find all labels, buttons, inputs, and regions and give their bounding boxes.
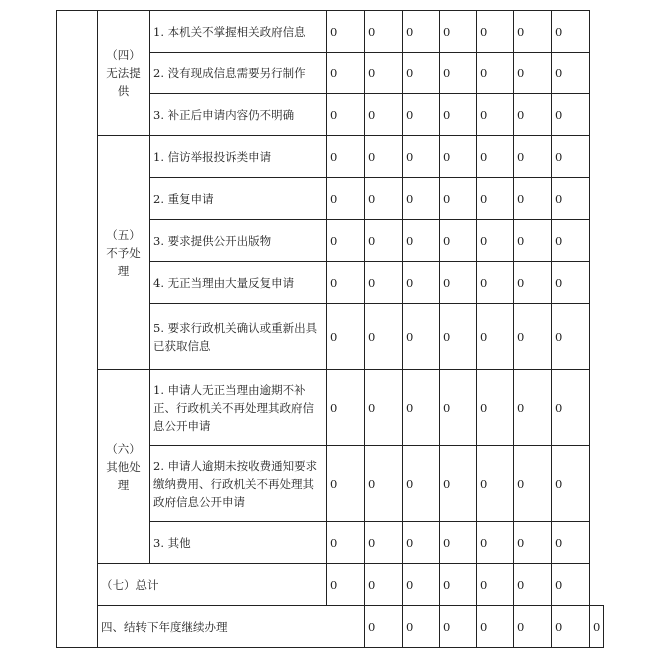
value-cell: 0 xyxy=(552,94,590,136)
value-cell: 0 xyxy=(440,94,477,136)
value-cell: 0 xyxy=(477,53,514,94)
carryover-label: 四、结转下年度继续办理 xyxy=(98,606,365,648)
value-cell: 0 xyxy=(403,220,440,262)
value-cell: 0 xyxy=(327,262,365,304)
value-cell: 0 xyxy=(403,522,440,564)
value-cell: 0 xyxy=(477,262,514,304)
value-cell: 0 xyxy=(403,304,440,370)
item-label: 1. 本机关不掌握相关政府信息 xyxy=(150,11,327,53)
value-cell: 0 xyxy=(552,606,590,648)
value-cell: 0 xyxy=(327,446,365,522)
value-cell: 0 xyxy=(403,53,440,94)
table-row-total xyxy=(57,564,604,606)
value-cell: 0 xyxy=(403,606,440,648)
value-cell: 0 xyxy=(440,606,477,648)
value-cell: 0 xyxy=(327,564,365,606)
table-row xyxy=(57,11,604,53)
left-indent-cell xyxy=(57,11,98,648)
value-cell: 0 xyxy=(440,262,477,304)
value-cell: 0 xyxy=(477,564,514,606)
value-cell: 0 xyxy=(590,606,604,648)
value-cell: 0 xyxy=(440,220,477,262)
value-cell: 0 xyxy=(365,304,403,370)
value-cell: 0 xyxy=(365,136,403,178)
value-cell: 0 xyxy=(552,136,590,178)
value-cell: 0 xyxy=(552,178,590,220)
item-label: 3. 要求提供公开出版物 xyxy=(150,220,327,262)
value-cell: 0 xyxy=(477,446,514,522)
value-cell: 0 xyxy=(514,606,552,648)
value-cell: 0 xyxy=(477,94,514,136)
value-cell: 0 xyxy=(552,53,590,94)
group-label: （四）无法提供 xyxy=(98,11,150,136)
value-cell: 0 xyxy=(327,11,365,53)
value-cell: 0 xyxy=(514,446,552,522)
item-label: 2. 没有现成信息需要另行制作 xyxy=(150,53,327,94)
value-cell: 0 xyxy=(514,178,552,220)
value-cell: 0 xyxy=(477,304,514,370)
value-cell: 0 xyxy=(552,522,590,564)
value-cell: 0 xyxy=(365,262,403,304)
value-cell: 0 xyxy=(327,94,365,136)
value-cell: 0 xyxy=(327,53,365,94)
value-cell: 0 xyxy=(477,178,514,220)
value-cell: 0 xyxy=(552,370,590,446)
value-cell: 0 xyxy=(403,446,440,522)
value-cell: 0 xyxy=(514,53,552,94)
value-cell: 0 xyxy=(365,370,403,446)
value-cell: 0 xyxy=(365,220,403,262)
value-cell: 0 xyxy=(552,220,590,262)
item-label: 1. 申请人无正当理由逾期不补正、行政机关不再处理其政府信息公开申请 xyxy=(150,370,327,446)
value-cell: 0 xyxy=(327,178,365,220)
value-cell: 0 xyxy=(440,178,477,220)
value-cell: 0 xyxy=(552,11,590,53)
value-cell: 0 xyxy=(365,446,403,522)
value-cell: 0 xyxy=(365,522,403,564)
value-cell: 0 xyxy=(403,370,440,446)
value-cell: 0 xyxy=(327,220,365,262)
value-cell: 0 xyxy=(403,178,440,220)
value-cell: 0 xyxy=(403,262,440,304)
value-cell: 0 xyxy=(440,564,477,606)
value-cell: 0 xyxy=(327,522,365,564)
value-cell: 0 xyxy=(552,262,590,304)
disclosure-table xyxy=(56,10,604,648)
value-cell: 0 xyxy=(440,53,477,94)
value-cell: 0 xyxy=(440,304,477,370)
value-cell: 0 xyxy=(514,94,552,136)
value-cell: 0 xyxy=(403,11,440,53)
value-cell: 0 xyxy=(477,136,514,178)
value-cell: 0 xyxy=(440,370,477,446)
value-cell: 0 xyxy=(514,370,552,446)
value-cell: 0 xyxy=(327,370,365,446)
value-cell: 0 xyxy=(403,136,440,178)
item-label: 1. 信访举报投诉类申请 xyxy=(150,136,327,178)
table-row xyxy=(57,370,604,446)
value-cell: 0 xyxy=(477,606,514,648)
value-cell: 0 xyxy=(327,304,365,370)
value-cell: 0 xyxy=(403,94,440,136)
item-label: 4. 无正当理由大量反复申请 xyxy=(150,262,327,304)
value-cell: 0 xyxy=(477,220,514,262)
value-cell: 0 xyxy=(440,522,477,564)
value-cell: 0 xyxy=(514,11,552,53)
value-cell: 0 xyxy=(365,94,403,136)
value-cell: 0 xyxy=(365,53,403,94)
value-cell: 0 xyxy=(514,262,552,304)
value-cell: 0 xyxy=(365,564,403,606)
group-label: （五）不予处理 xyxy=(98,136,150,370)
value-cell: 0 xyxy=(477,11,514,53)
value-cell: 0 xyxy=(552,446,590,522)
item-label: 3. 补正后申请内容仍不明确 xyxy=(150,94,327,136)
value-cell: 0 xyxy=(514,522,552,564)
value-cell: 0 xyxy=(552,564,590,606)
value-cell: 0 xyxy=(514,136,552,178)
item-label: 2. 重复申请 xyxy=(150,178,327,220)
value-cell: 0 xyxy=(365,178,403,220)
value-cell: 0 xyxy=(514,304,552,370)
value-cell: 0 xyxy=(552,304,590,370)
value-cell: 0 xyxy=(440,446,477,522)
item-label: 2. 申请人逾期未按收费通知要求缴纳费用、行政机关不再处理其政府信息公开申请 xyxy=(150,446,327,522)
table-row xyxy=(57,136,604,178)
table-row-carryover xyxy=(57,606,604,648)
value-cell: 0 xyxy=(514,564,552,606)
value-cell: 0 xyxy=(514,220,552,262)
value-cell: 0 xyxy=(365,11,403,53)
value-cell: 0 xyxy=(327,136,365,178)
value-cell: 0 xyxy=(403,564,440,606)
item-label: 5. 要求行政机关确认或重新出具已获取信息 xyxy=(150,304,327,370)
value-cell: 0 xyxy=(365,606,403,648)
total-label: （七）总计 xyxy=(98,564,327,606)
group-label: （六）其他处理 xyxy=(98,370,150,564)
item-label: 3. 其他 xyxy=(150,522,327,564)
value-cell: 0 xyxy=(440,136,477,178)
value-cell: 0 xyxy=(477,370,514,446)
value-cell: 0 xyxy=(477,522,514,564)
value-cell: 0 xyxy=(440,11,477,53)
